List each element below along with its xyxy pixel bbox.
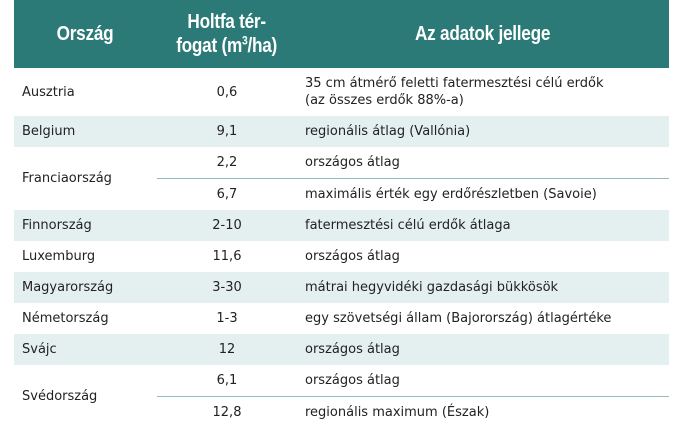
description-cell: egy szövetségi állam (Bajorország) átlagértéke	[305, 311, 612, 326]
table-row	[14, 147, 669, 179]
description-cell: regionális átlag (Vallónia)	[297, 116, 669, 147]
country-cell: Luxemburg	[22, 249, 96, 264]
description-cell: országos átlag	[305, 249, 400, 264]
value-cell: 0,6	[216, 84, 238, 100]
description-cell: regionális maximum (Észak)	[297, 397, 669, 429]
country-cell: Belgium	[14, 116, 157, 147]
header-deadwood-volume: Holtfa tér- fogat $(m^3/ha)$	[157, 0, 297, 68]
value-cell: 12	[157, 334, 297, 365]
value-cell: 9,1	[157, 116, 297, 147]
table-row	[14, 116, 669, 147]
description-cell: mátrai hegyvidéki gazdasági bükkösök	[297, 272, 669, 303]
table-row	[14, 210, 669, 241]
value-cell: 6,1	[216, 373, 238, 388]
description-cell: országos átlag	[305, 373, 400, 388]
description-cell: fatermesztési célú erdők átlaga	[297, 210, 669, 241]
table-row	[14, 303, 669, 334]
country-cell: Németország	[22, 311, 109, 326]
description-cell: országos átlag	[297, 334, 669, 365]
country-cell: Franciaország	[22, 171, 112, 186]
country-cell: Svájc	[14, 334, 157, 365]
table-row	[14, 334, 669, 365]
country-cell: Finnország	[14, 210, 157, 241]
description-cell: 35 cm átmérő feletti fatermesztési célú erdők (az összes erdők 88%-a)	[305, 76, 604, 108]
table-header-row	[14, 0, 669, 68]
value-cell: 11,6	[212, 249, 242, 264]
value-cell: 12,8	[157, 397, 297, 429]
table-row	[14, 68, 669, 116]
description-cell: maximális érték egy erdőrészletben (Savoie)	[297, 179, 669, 211]
table-row	[14, 365, 669, 397]
value-cell: 1-3	[216, 311, 238, 326]
value-cell: 3-30	[157, 272, 297, 303]
header-data-nature: Az adatok jellege	[297, 0, 669, 68]
country-cell: Svédország	[22, 389, 98, 404]
table-row	[14, 241, 669, 272]
value-cell: 2-10	[157, 210, 297, 241]
header-country: Ország	[14, 0, 157, 68]
value-cell: 2,2	[216, 155, 238, 170]
country-cell: Ausztria	[22, 84, 75, 100]
country-cell: Magyarország	[14, 272, 157, 303]
description-cell: országos átlag	[305, 155, 400, 170]
table-row	[14, 272, 669, 303]
value-cell: 6,7	[157, 179, 297, 211]
deadwood-volume-table	[14, 0, 669, 428]
